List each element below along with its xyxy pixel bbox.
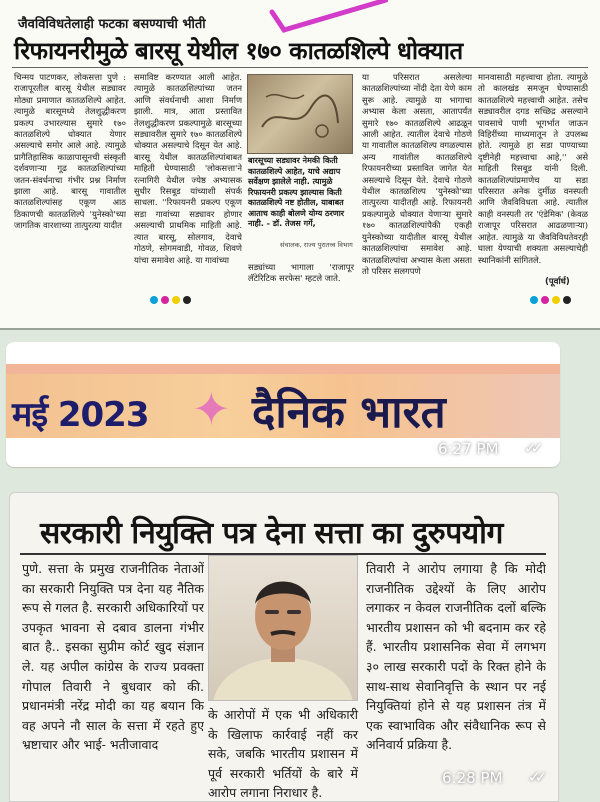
message-timestamp: 6:28 PM: [442, 769, 503, 787]
article-column-3: तिवारी ने आरोप लगाया है कि मोदी राजनीतिक उद्देश्यों के लिए आरोप लगाकर न केवल राजनीतिक दलों बल्कि भारतीय प्रशासन को भी बदनाम कर रहे हैं. भारतीय प्रशासनिक सेवा में लगभग ३० लाख सरकारी पदों के रिक्त होने के साथ-साथ सेवानिवृत्ति के स्थान पर नई नियुक्तियां होने से यह प्रशासन तंत्र में एक स्वाभाविक और संवैधानिक रूप से अनिवार्य प्रक्रिया है.: [366, 561, 546, 753]
spokesperson-photo: [208, 555, 358, 701]
read-receipt-icon: ✓✓: [524, 439, 538, 457]
headline-rule: [12, 67, 588, 68]
hindi-newspaper-clipping[interactable]: [9, 492, 559, 802]
read-receipt-icon: ✓✓: [528, 768, 542, 786]
article-column-1: पुणे. सत्ता के प्रमुख राजनीतिक नेताओं का सरकारी नियुक्ति पत्र देना यह नैतिक रूप से गलत है. सरकारी अधिकारियों पर उपकृत भावना से दबाव डालना गंभीर बात है.. इसका सुप्रीम कोर्ट खुद संज्ञान ले. यह अपील कांग्रेस के राज्य प्रवक्ता गोपाल तिवारी ने बुधवार को की. प्रधानमंत्री नरेंद्र मोदी का यह बयान कि वह अपने नौ साल के सत्ता में रहते हुए भ्रष्टाचार और भाई- भतीजावाद: [22, 561, 204, 753]
marathi-newspaper-clipping[interactable]: [0, 0, 600, 330]
print-registration-marks-left: [150, 296, 191, 304]
photo-caption-quote: बारसूच्या सड्यावर नेमकी किती कातळशिल्पे आहेत, याचे अद्याप सर्वेक्षण झालेले नाही. त्यामुळे रिफायनरी प्रकल्प झाल्यास किती कातळशिल्पे नष्ट होतील, याबाबत आताच काही बोलणे योग्य ठरणार नाही. - डॉ. तेजस गर्गे,: [248, 156, 345, 228]
tick-mark-annotation: [268, 0, 388, 34]
clipping-kicker: जैवविविधतेलाही फटका बसण्याची भीती: [18, 17, 206, 32]
message-timestamp: 6:27 PM: [438, 440, 499, 458]
article-column-2: समाविष्ट करण्यात आली आहेत. त्यामुळे कातळशिल्पांच्या जतन आणि संवर्धनाची आशा निर्माण झाली. मात्र, आता प्रस्तावित तेलशुद्धीकरण प्रकल्पामुळे बारसूच्या सड्यावरील सुमारे १७० कातळशिल्पे धोक्यात असल्याचे दिसून येत आहे. बारसू येथील कातळशिल्पांबाबत माहिती घेण्यासाठी 'लोकसत्ता'ने रत्नागिरी येथील ज्येष्ठ अभ्यासक सुधीर रिसबूड यांच्याशी संपर्क साधला. ''रिफायनरी प्रकल्प एकूण सडा गावांच्या सड्यावर होणार असल्याची प्राथमिक माहिती आहे. त्यात बारसू, सोलगाव, देवाचे गोठणे, सोगमवाडी, गोवळ, शिवणे यांचा समावेश आहे. या गावांच्या: [134, 72, 242, 265]
article-column-5: मानवासाठी महत्त्वाचा होता. त्यामुळे तो कालखंड समजून घेण्यासाठी कातळशिल्पे महत्त्वाची आहेत. तसेच सड्यावरील दगड सच्छिद्र असल्याने पावसाचे पाणी भूगर्भात जाऊन विहिरींच्या माध्यमातून ते उपलब्ध होते. त्यामुळे हा सडा पाण्याच्या दृष्टीनेही महत्त्वाचा आहे,'' असे माहिती रिसबूड यांनी दिली. कातळशिल्पांप्रमाणेच या सडा परिसरात अनेक दुर्मीळ वनस्पती आणि जैवविविधता आहे. त्यातील काही वनस्पती तर 'एंडेमिक' (केवळ राजापूर परिसरात आढळणाऱ्या) आहेत. त्यामुळे या जैवविविधतेवरही घाला येण्याची शक्यता असल्याचेही स्थानिकांनी सांगितले.: [478, 72, 588, 265]
sparkle-icon: ✦: [192, 382, 231, 436]
clipping-headline: सरकारी नियुक्ति पत्र देना सत्ता का दुरुपयोग: [40, 516, 503, 551]
masthead-date: मई 2023: [12, 395, 149, 435]
article-column-4: या परिसरात असलेल्या कातळशिल्पांच्या नोंदी देता येणे काम सुरू आहे. त्यामुळे या भागाचा अभ्यास केला असता, आतापर्यंत सुमारे १७० कातळशिल्पे आढळून आली आहेत. त्यातील देवाचे गोठणे या गावातील कातळशिल्प वगळल्यास अन्य गावांतील कातळशिल्पे रिफायनरीच्या प्रस्तावित जागेत येत असल्याचे दिसून येते. देवाचे गोठणे येथील कातळशिल्प 'युनेस्को'च्या तात्पुरत्या यादीतही आहे. रिफायनरी प्रकल्पामुळे धोक्यात येणाऱ्या सुमारे १७० कातळशिल्पांपैकी एकही युनेस्कोच्या यादीतील बारसू येथील कातळशिल्पांचा समावेश आहे. कातळशिल्पांचा अभ्यास केला असता तो परिसर सलगपणे: [362, 72, 472, 276]
clipping-headline: रिफायनरीमुळे बारसू येथील १७० कातळशिल्पे धोक्यात: [14, 37, 463, 65]
rock-carving-photo: [247, 74, 353, 154]
article-column-3-tail: सड्यांच्या भागाला 'राजापूर लॅटेरिटिक सरफेस' म्हटले जाते.: [248, 262, 354, 284]
article-column-2: के आरोपों में एक भी अधिकारी के खिलाफ कार्रवाई नहीं कर सके, जबकि भारतीय प्रशासन में पूर्व सरकारी भर्तियों के बारे में आरोप लगाना निराधार है.: [208, 707, 358, 801]
article-column-1: चिन्मय पाटणकर, लोकसत्ता पुणे : राजापूरतील बारसू येथील सड्यावर मोठ्या प्रमाणात कातळशिल्पे आहेत. त्यामुळे बारसूमध्ये तेलशुद्धीकरण प्रकल्प उभारल्यास सुमारे १७० कातळशिल्पे धोक्यात येणार असल्याचे समोर आले आहे. त्यामुळे प्रागैतिहासिक काळापासूनची संस्कृती दर्शवणाऱ्या गूढ कातळशिल्पांच्या जतन-संवर्धनाचा गंभीर प्रश्न निर्माण झाला आहे. बारसू गावातील कातळशिल्पांसह एकूण आठ ठिकाणची कातळशिल्पे 'युनेस्को'च्या जागतिक वारशाच्या तात्पुरत्या यादीत: [14, 72, 126, 231]
print-registration-marks-right: [530, 296, 571, 304]
masthead-image-message[interactable]: [6, 342, 560, 467]
quote-credit: संचालक, राज्य पुरातत्त्व विभाग: [280, 241, 353, 249]
newspaper-name: दैनिक भारत: [252, 387, 446, 438]
continued-label: (पूर्वार्ध): [545, 277, 570, 287]
